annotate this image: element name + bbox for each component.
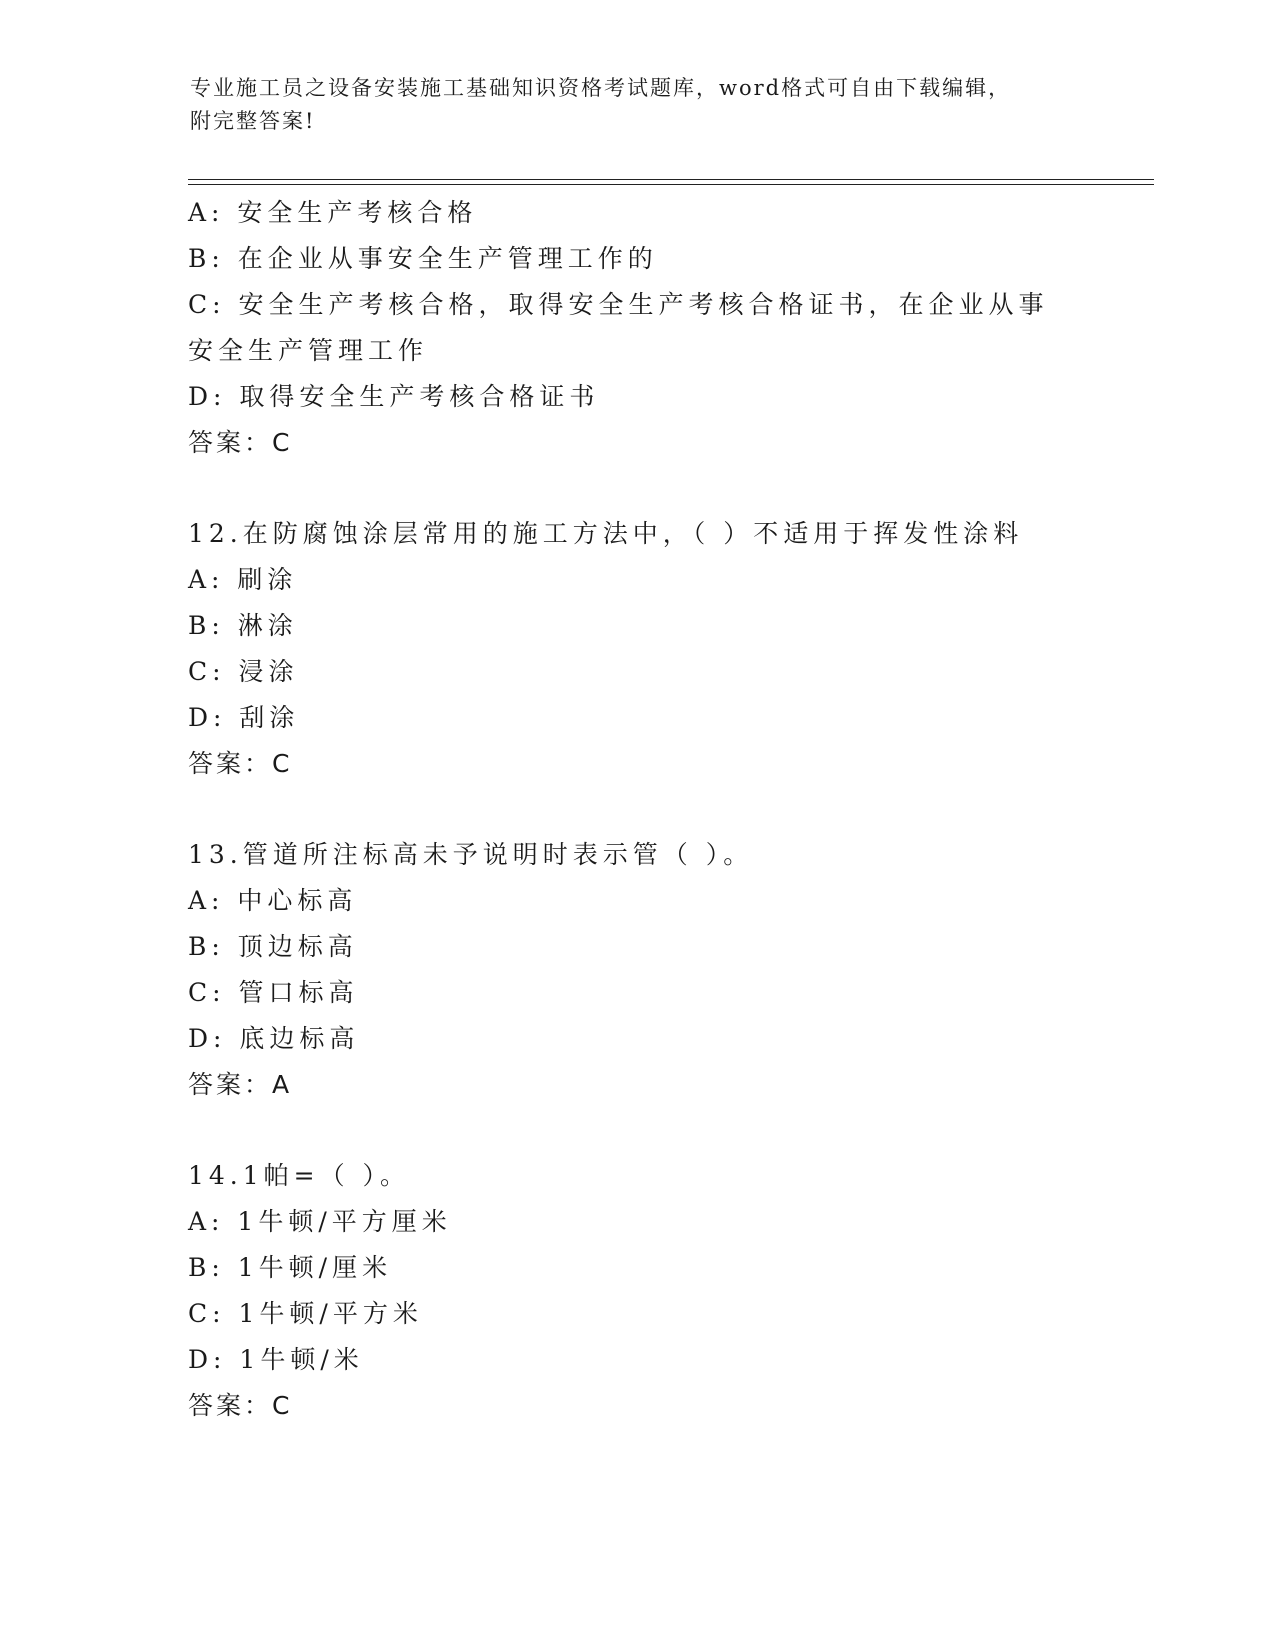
header-divider-top (188, 179, 1154, 180)
option-d: D: 刮涂 (188, 703, 300, 732)
answer: 答案：C (188, 428, 293, 457)
answer: 答案：C (188, 1391, 293, 1420)
option-c: C: 浸涂 (188, 657, 299, 686)
option-b: B: 在企业从事安全生产管理工作的 (188, 244, 658, 273)
spacer (188, 1108, 1088, 1153)
option-d: D: 1牛顿/米 (188, 1345, 364, 1374)
option-c: C: 安全生产考核合格，取得安全生产考核合格证书，在企业从事安全生产管理工作 (188, 290, 1049, 365)
option-c: C: 1牛顿/平方米 (188, 1299, 423, 1328)
question-list (188, 190, 1088, 1429)
option-c: C: 管口标高 (188, 978, 359, 1007)
option-d: D: 取得安全生产考核合格证书 (188, 382, 600, 411)
option-b: B: 1牛顿/厘米 (188, 1253, 393, 1282)
answer: 答案：A (188, 1070, 293, 1099)
question-11 (188, 190, 1088, 466)
option-a: A: 1牛顿/平方厘米 (188, 1207, 452, 1236)
option-b: B: 淋涂 (188, 611, 298, 640)
question-12 (188, 511, 1088, 787)
question-text: 13.管道所注标高未予说明时表示管（ ）。 (188, 840, 754, 869)
question-text: 12.在防腐蚀涂层常用的施工方法中，（ ）不适用于挥发性涂料 (188, 519, 1024, 548)
header-line-1: 专业施工员之设备安装施工基础知识资格考试题库，word格式可自由下载编辑， (190, 76, 1012, 100)
question-14 (188, 1153, 1088, 1429)
option-a: A: 中心标高 (188, 886, 358, 915)
option-d: D: 底边标高 (188, 1024, 360, 1053)
option-b: B: 顶边标高 (188, 932, 358, 961)
header-line-2: 附完整答案! (190, 109, 316, 133)
header-divider-bottom (188, 184, 1154, 185)
spacer (188, 466, 1088, 511)
question-text: 14.1帕=（ ）。 (188, 1161, 411, 1190)
option-a: A: 刷涂 (188, 565, 298, 594)
spacer (188, 787, 1088, 832)
option-a: A: 安全生产考核合格 (188, 198, 478, 227)
answer: 答案：C (188, 749, 293, 778)
question-13 (188, 832, 1088, 1108)
document-header (190, 72, 1090, 138)
